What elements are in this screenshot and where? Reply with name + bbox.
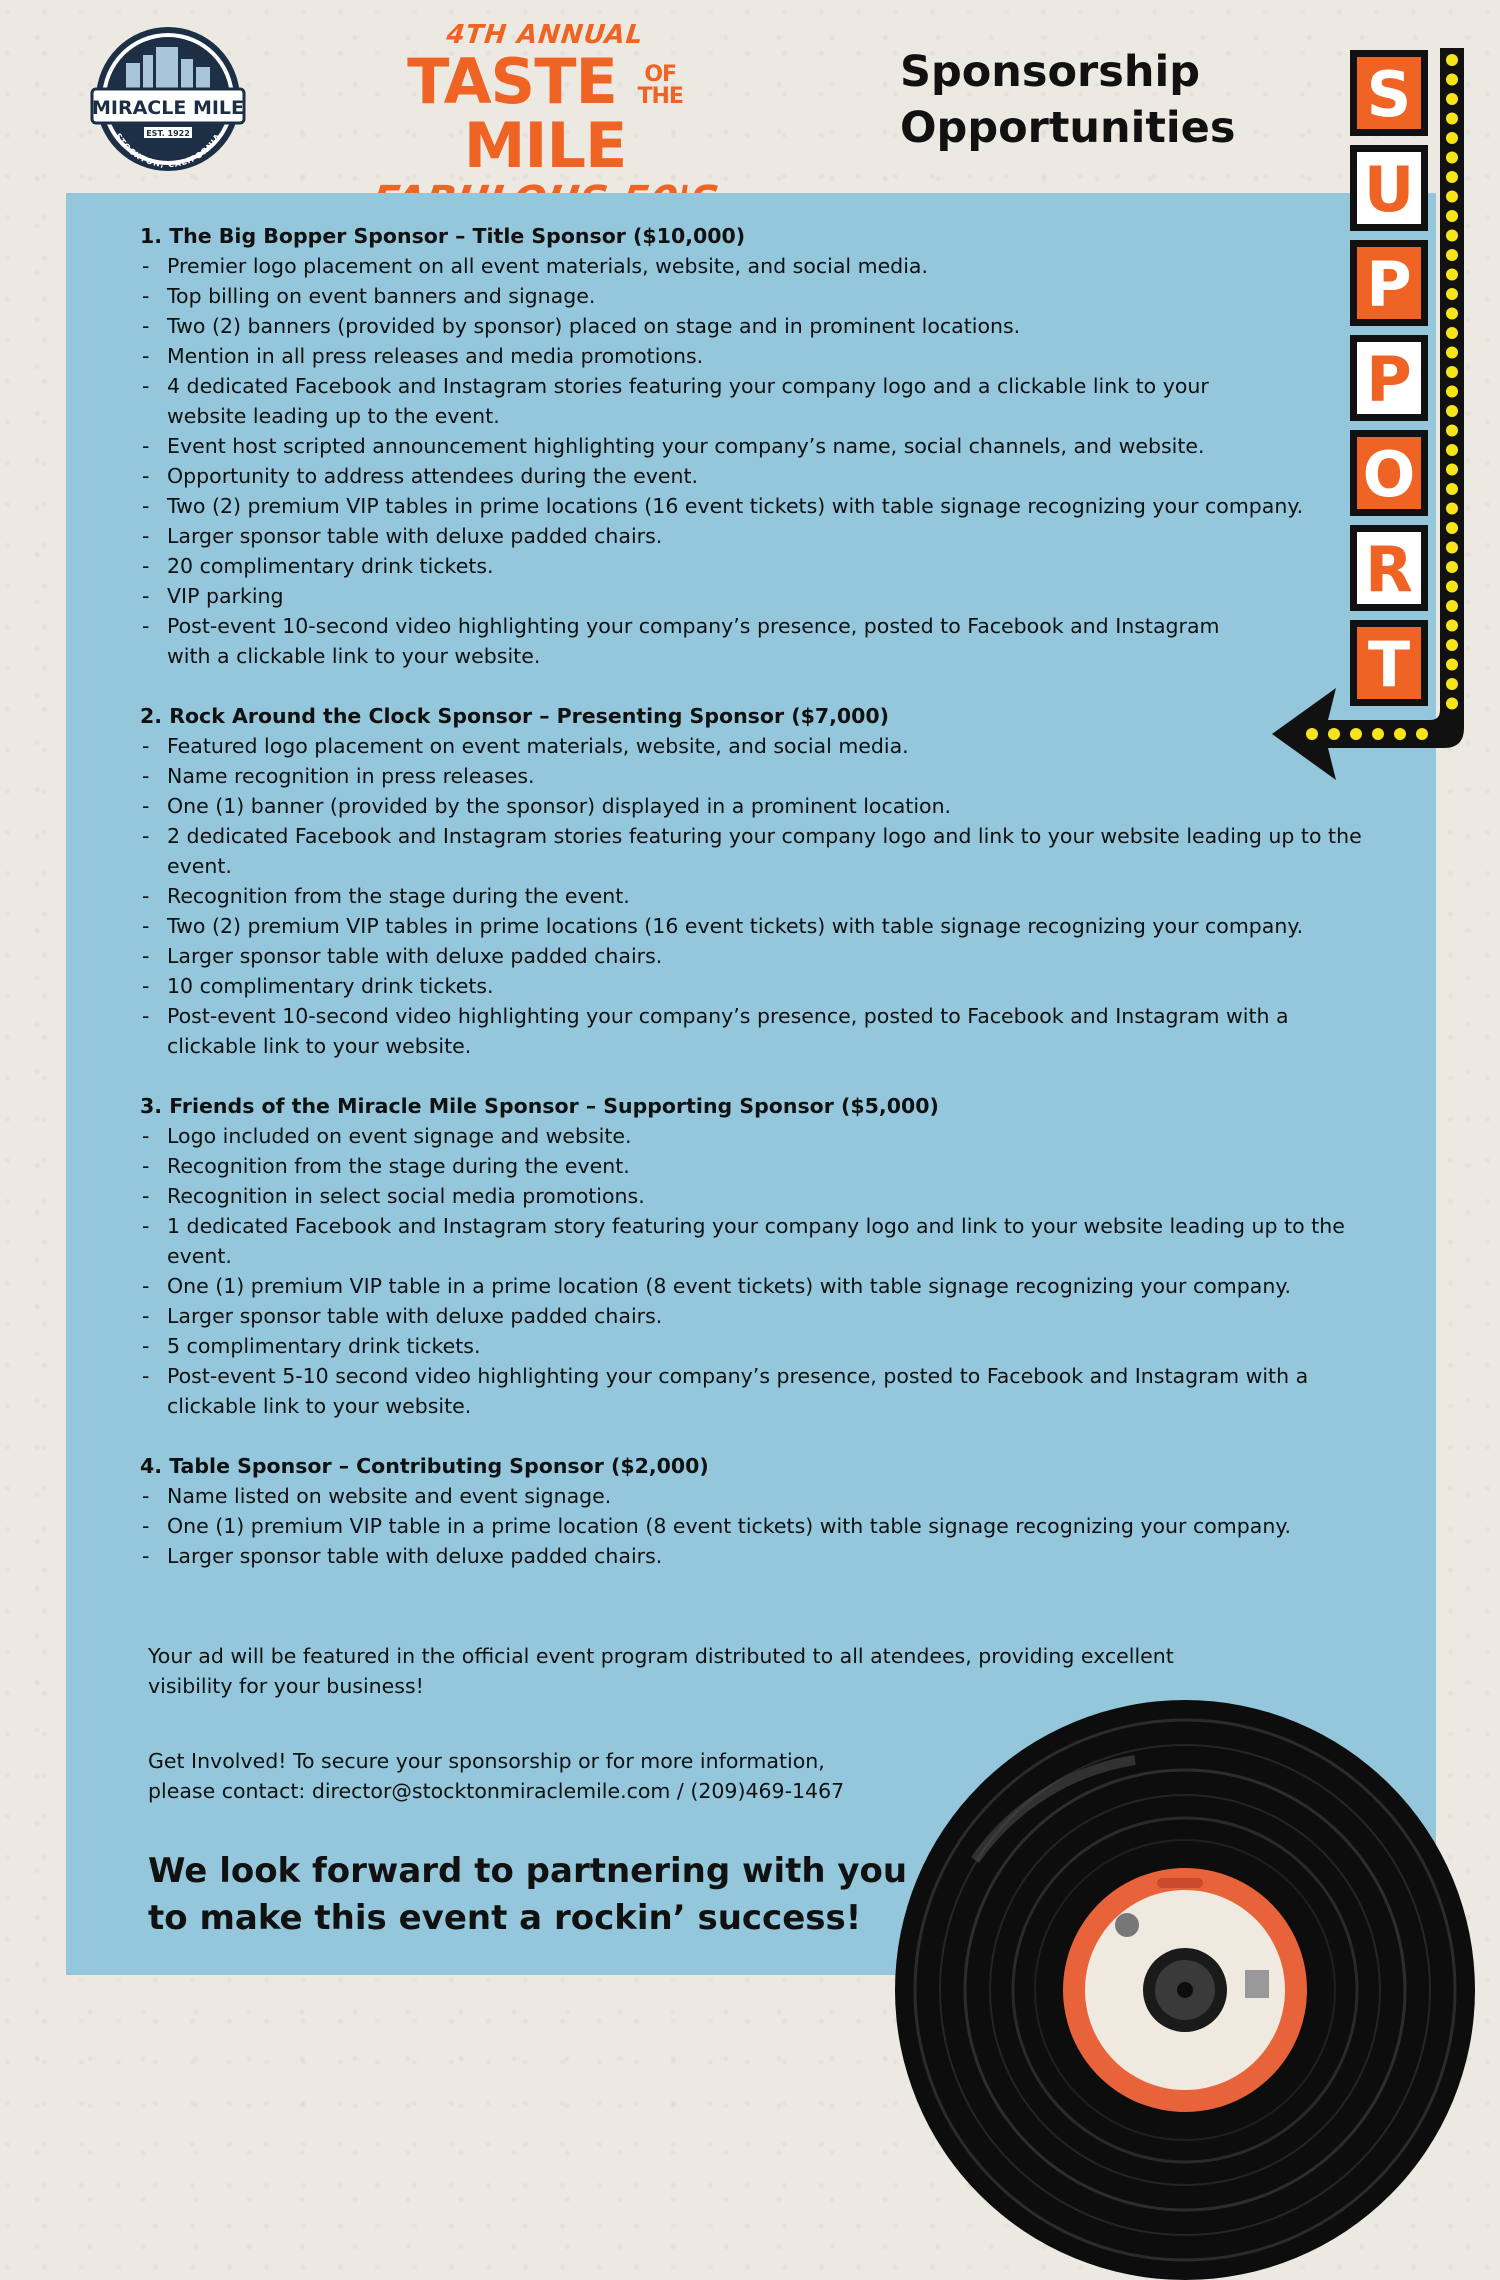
benefit-item: - Premier logo placement on all event materials, website, and social media.: [140, 251, 1380, 281]
closing-message: [148, 1848, 968, 1942]
marquee-bulb: [1446, 74, 1458, 86]
benefit-item: - Recognition from the stage during the event.: [140, 1151, 1380, 1181]
marquee-bulb: [1394, 728, 1406, 740]
benefit-item: - 5 complimentary drink tickets.: [140, 1331, 1380, 1361]
ad-note-line1: Your ad will be featured in the official event program distributed to all atendees, providing excellent: [148, 1644, 1174, 1668]
sign-letter: R: [1365, 533, 1413, 606]
marquee-bulb: [1446, 366, 1458, 378]
contact-line2: please contact: director@stocktonmiraclemile.com / (209)469-1467: [148, 1779, 845, 1803]
benefit-item: - Name listed on website and event signage.: [140, 1481, 1380, 1511]
support-marquee-sign: [1262, 38, 1482, 788]
tier-presenting-sponsor: [140, 701, 1380, 1061]
benefit-item: - Two (2) premium VIP tables in prime locations (16 event tickets) with table signage recognizing your company.: [140, 491, 1380, 521]
benefit-item: - 1 dedicated Facebook and Instagram story featuring your company logo and link to your website leading up to the event.: [140, 1211, 1380, 1271]
marquee-bulb: [1446, 93, 1458, 105]
marquee-bulb: [1446, 405, 1458, 417]
benefit-item: - One (1) premium VIP table in a prime location (8 event tickets) with table signage recognizing your company.: [140, 1271, 1380, 1301]
tier-contributing-sponsor: [140, 1451, 1380, 1571]
marquee-bulb: [1446, 386, 1458, 398]
marquee-bulb: [1446, 464, 1458, 476]
tier-title-sponsor: [140, 221, 1380, 671]
marquee-bulb: [1446, 269, 1458, 281]
marquee-bulb: [1446, 152, 1458, 164]
logo-location: STOCKTON, CALIFORNIA: [113, 131, 223, 170]
marquee-bulb: [1446, 581, 1458, 593]
benefit-item: - 20 complimentary drink tickets.: [140, 551, 1380, 581]
sign-letter: T: [1367, 628, 1411, 701]
event-of: OF: [644, 61, 677, 87]
benefit-item: - Featured logo placement on event materials, website, and social media.: [140, 731, 1380, 761]
marquee-bulb: [1446, 483, 1458, 495]
tier-heading: 2. Rock Around the Clock Sponsor – Presenting Sponsor ($7,000): [140, 704, 890, 728]
benefit-item: - Logo included on event signage and website.: [140, 1121, 1380, 1151]
tier-heading: 4. Table Sponsor – Contributing Sponsor ($2,000): [140, 1454, 709, 1478]
benefit-item: - Post-event 5-10 second video highlighting your company’s presence, posted to Facebook and Instagram with a clickable link to your website.: [140, 1361, 1380, 1421]
page-title-line2: Opportunities: [900, 103, 1236, 153]
marquee-bulb: [1446, 678, 1458, 690]
benefit-item: - Post-event 10-second video highlighting your company’s presence, posted to Facebook and Instagram with a clickable link to your website.: [140, 1001, 1380, 1061]
marquee-bulb: [1306, 728, 1318, 740]
benefit-item: - Event host scripted announcement highlighting your company’s name, social channels, and website.: [140, 431, 1380, 461]
marquee-bulb: [1446, 600, 1458, 612]
benefit-item: - Larger sponsor table with deluxe padded chairs.: [140, 941, 1380, 971]
benefit-item: - 10 complimentary drink tickets.: [140, 971, 1380, 1001]
marquee-bulb: [1446, 230, 1458, 242]
marquee-bulb: [1446, 347, 1458, 359]
benefit-item: - Recognition from the stage during the event.: [140, 881, 1380, 911]
event-mile: MILE: [463, 109, 627, 182]
marquee-bulb: [1446, 308, 1458, 320]
marquee-bulb: [1446, 132, 1458, 144]
benefit-item: - Two (2) premium VIP tables in prime locations (16 event tickets) with table signage recognizing your company.: [140, 911, 1380, 941]
sign-letter: O: [1362, 438, 1416, 511]
tier-heading: 1. The Big Bopper Sponsor – Title Sponsor ($10,000): [140, 224, 746, 248]
ad-note-line2: visibility for your business!: [148, 1674, 424, 1698]
benefit-list: [140, 251, 1380, 671]
marquee-bulb: [1446, 327, 1458, 339]
tier-heading: 3. Friends of the Miracle Mile Sponsor – Supporting Sponsor ($5,000): [140, 1094, 939, 1118]
contact-line1: Get Involved! To secure your sponsorship or for more information,: [148, 1749, 825, 1773]
sign-letter: S: [1366, 58, 1412, 131]
marquee-bulb: [1446, 444, 1458, 456]
event-of-the: [637, 61, 683, 109]
marquee-bulb: [1446, 113, 1458, 125]
benefit-item: - Larger sponsor table with deluxe padded chairs.: [140, 521, 1380, 551]
marquee-bulb: [1446, 659, 1458, 671]
marquee-bulb: [1446, 171, 1458, 183]
benefit-list: [140, 1121, 1380, 1421]
page-title-line1: Sponsorship: [900, 47, 1200, 97]
marquee-bulb: [1446, 698, 1458, 710]
sign-letter: P: [1366, 343, 1412, 416]
marquee-bulb: [1446, 249, 1458, 261]
event-main-title: [355, 45, 735, 182]
event-the: THE: [637, 83, 683, 109]
benefit-item: - Post-event 10-second video highlighting your company’s presence, posted to Facebook and Instagram with a clickable link to your website.: [140, 611, 1380, 671]
benefit-item: - Opportunity to address attendees during the event.: [140, 461, 1380, 491]
marquee-bulb: [1446, 639, 1458, 651]
tier-supporting-sponsor: [140, 1091, 1380, 1421]
benefit-item: - VIP parking: [140, 581, 1380, 611]
marquee-bulb: [1350, 728, 1362, 740]
marquee-bulb: [1446, 425, 1458, 437]
marquee-bulb: [1446, 54, 1458, 66]
marquee-bulb: [1372, 728, 1384, 740]
event-taste: TASTE: [407, 45, 617, 118]
marquee-bulb: [1446, 561, 1458, 573]
marquee-bulb: [1446, 191, 1458, 203]
benefit-item: - 2 dedicated Facebook and Instagram stories featuring your company logo and link to your website leading up to the event.: [140, 821, 1380, 881]
benefit-item: - One (1) premium VIP table in a prime location (8 event tickets) with table signage recognizing your company.: [140, 1511, 1380, 1541]
benefit-item: - 4 dedicated Facebook and Instagram stories featuring your company logo and a clickable link to your website leading up to the event.: [140, 371, 1380, 431]
marquee-bulb: [1446, 503, 1458, 515]
sponsorship-tiers: [140, 221, 1380, 1601]
marquee-bulb: [1446, 210, 1458, 222]
event-annual: 4TH ANNUAL: [444, 20, 646, 50]
benefit-item: - One (1) banner (provided by the sponsor) displayed in a prominent location.: [140, 791, 1380, 821]
sign-letter: U: [1363, 153, 1415, 226]
page-title: [900, 44, 1300, 156]
ad-note: [148, 1641, 1198, 1701]
marquee-bulb: [1446, 288, 1458, 300]
marquee-bulb: [1446, 620, 1458, 632]
benefit-item: - Name recognition in press releases.: [140, 761, 1380, 791]
benefit-item: - Larger sponsor table with deluxe padded chairs.: [140, 1301, 1380, 1331]
logo-name: MIRACLE MILE: [91, 97, 245, 119]
benefit-item: - Two (2) banners (provided by sponsor) placed on stage and in prominent locations.: [140, 311, 1380, 341]
marquee-bulb: [1416, 728, 1428, 740]
closing-line1: We look forward to partnering with you: [148, 1851, 908, 1891]
closing-line2: to make this event a rockin’ success!: [148, 1898, 862, 1938]
marquee-bulb: [1446, 542, 1458, 554]
event-title: [355, 20, 735, 180]
vinyl-record-image: [895, 1700, 1475, 2280]
benefit-list: [140, 731, 1380, 1061]
benefit-item: - Top billing on event banners and signage.: [140, 281, 1380, 311]
benefit-list: [140, 1481, 1380, 1571]
benefit-item: - Recognition in select social media promotions.: [140, 1181, 1380, 1211]
marquee-bulb: [1328, 728, 1340, 740]
benefit-item: - Mention in all press releases and media promotions.: [140, 341, 1380, 371]
marquee-bulb: [1446, 522, 1458, 534]
logo-established: EST. 1922: [146, 129, 190, 138]
benefit-item: - Larger sponsor table with deluxe padded chairs.: [140, 1541, 1380, 1571]
miracle-mile-logo: [88, 25, 248, 173]
sign-letter: P: [1366, 248, 1412, 321]
